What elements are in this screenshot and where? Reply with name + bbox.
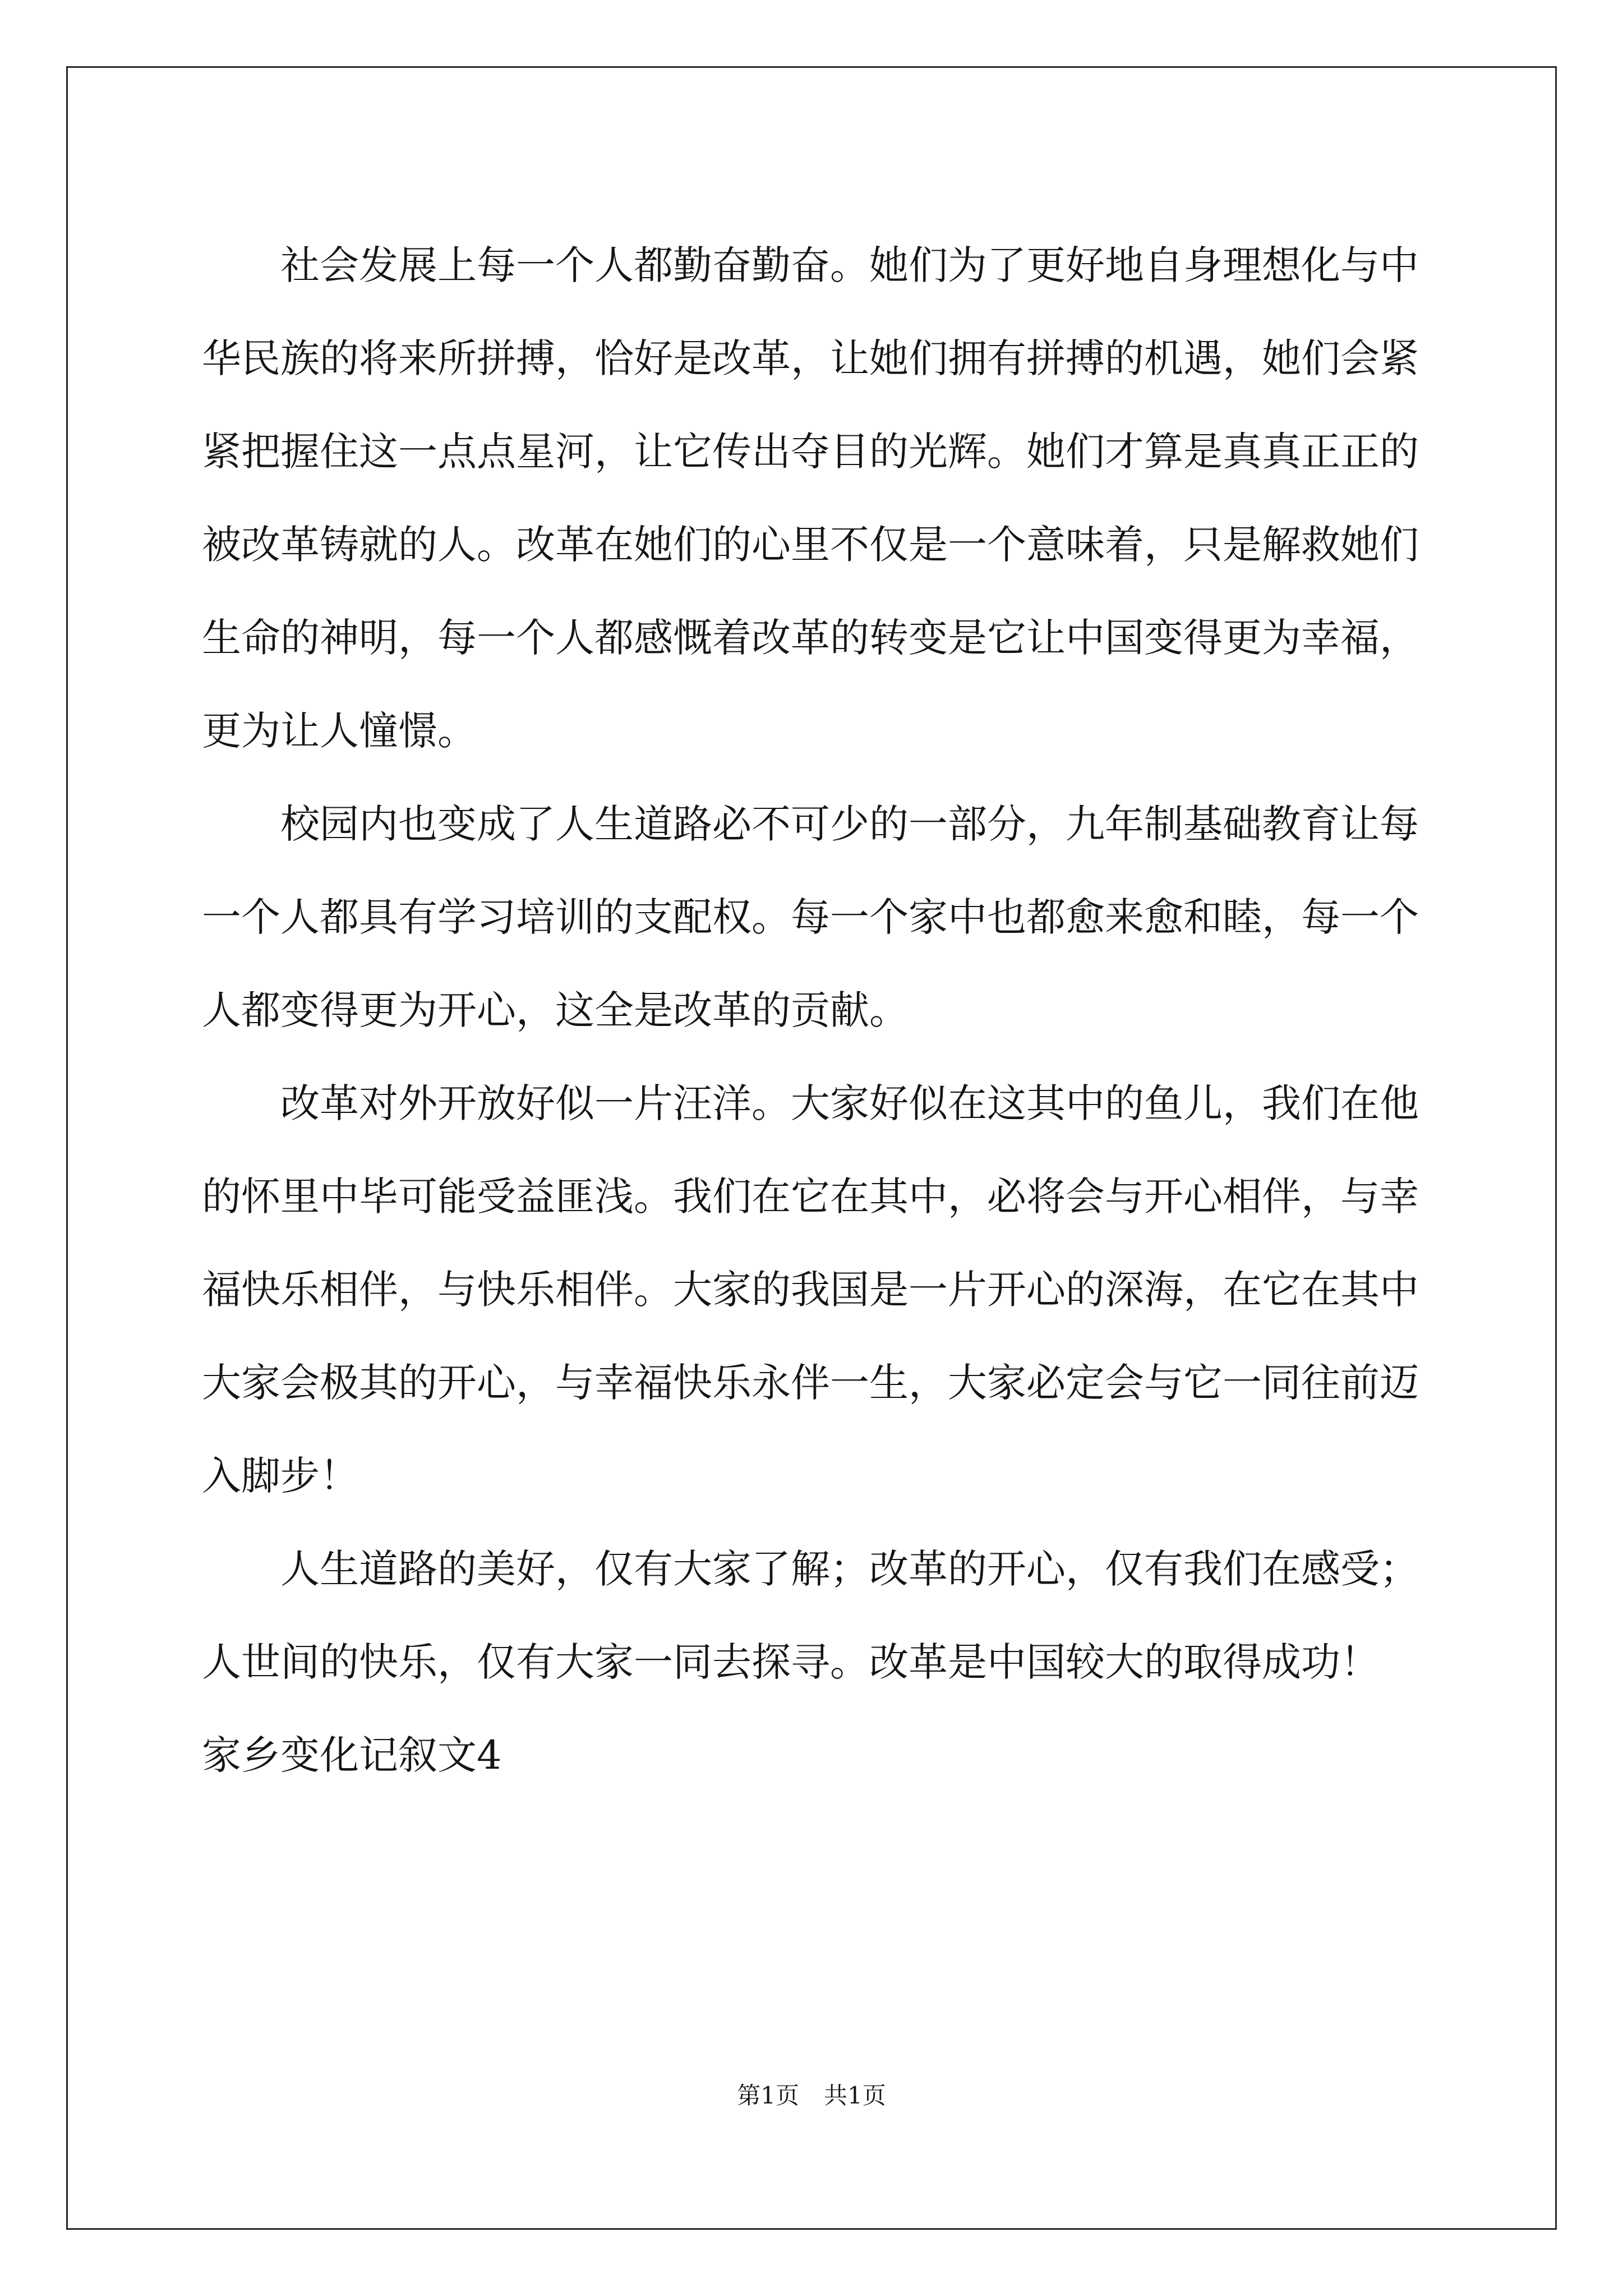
paragraph-4: 人生道路的美好，仅有大家了解；改革的开心，仅有我们在感受；人世间的快乐，仅有大家一同去探寻。改革是中国较大的取得成功！ xyxy=(202,1546,1419,1685)
page-footer xyxy=(0,2080,1623,2111)
section-heading: 家乡变化记叙文4 xyxy=(202,1732,502,1778)
paragraph-1: 社会发展上每一个人都勤奋勤奋。她们为了更好地自身理想化与中华民族的将来所拼搏，恰好是改革，让她们拥有拼搏的机遇，她们会紧紧把握住这一点点星河，让它传出夺目的光辉。她们才算是真真正正的被改革铸就的人。改革在她们的心里不仅是一个意味着，只是解救她们生命的神明，每一个人都感慨着改革的转变是它让中国变得更为幸福，更为让人憧憬。 xyxy=(202,242,1419,754)
page-number: 第1页 xyxy=(737,2082,799,2109)
document-body xyxy=(202,219,1419,1802)
paragraph-2: 校园内也变成了人生道路必不可少的一部分，九年制基础教育让每一个人都具有学习培训的支配权。每一个家中也都愈来愈和睦，每一个人都变得更为开心，这全是改革的贡献。 xyxy=(202,801,1419,1033)
paragraph-3: 改革对外开放好似一片汪洋。大家好似在这其中的鱼儿，我们在他的怀里中毕可能受益匪浅。我们在它在其中，必将会与开心相伴，与幸福快乐相伴，与快乐相伴。大家的我国是一片开心的深海，在它在其中大家会极其的开心，与幸福快乐永伴一生，大家必定会与它一同往前迈入脚步！ xyxy=(202,1080,1419,1499)
page-total: 共1页 xyxy=(824,2082,886,2109)
